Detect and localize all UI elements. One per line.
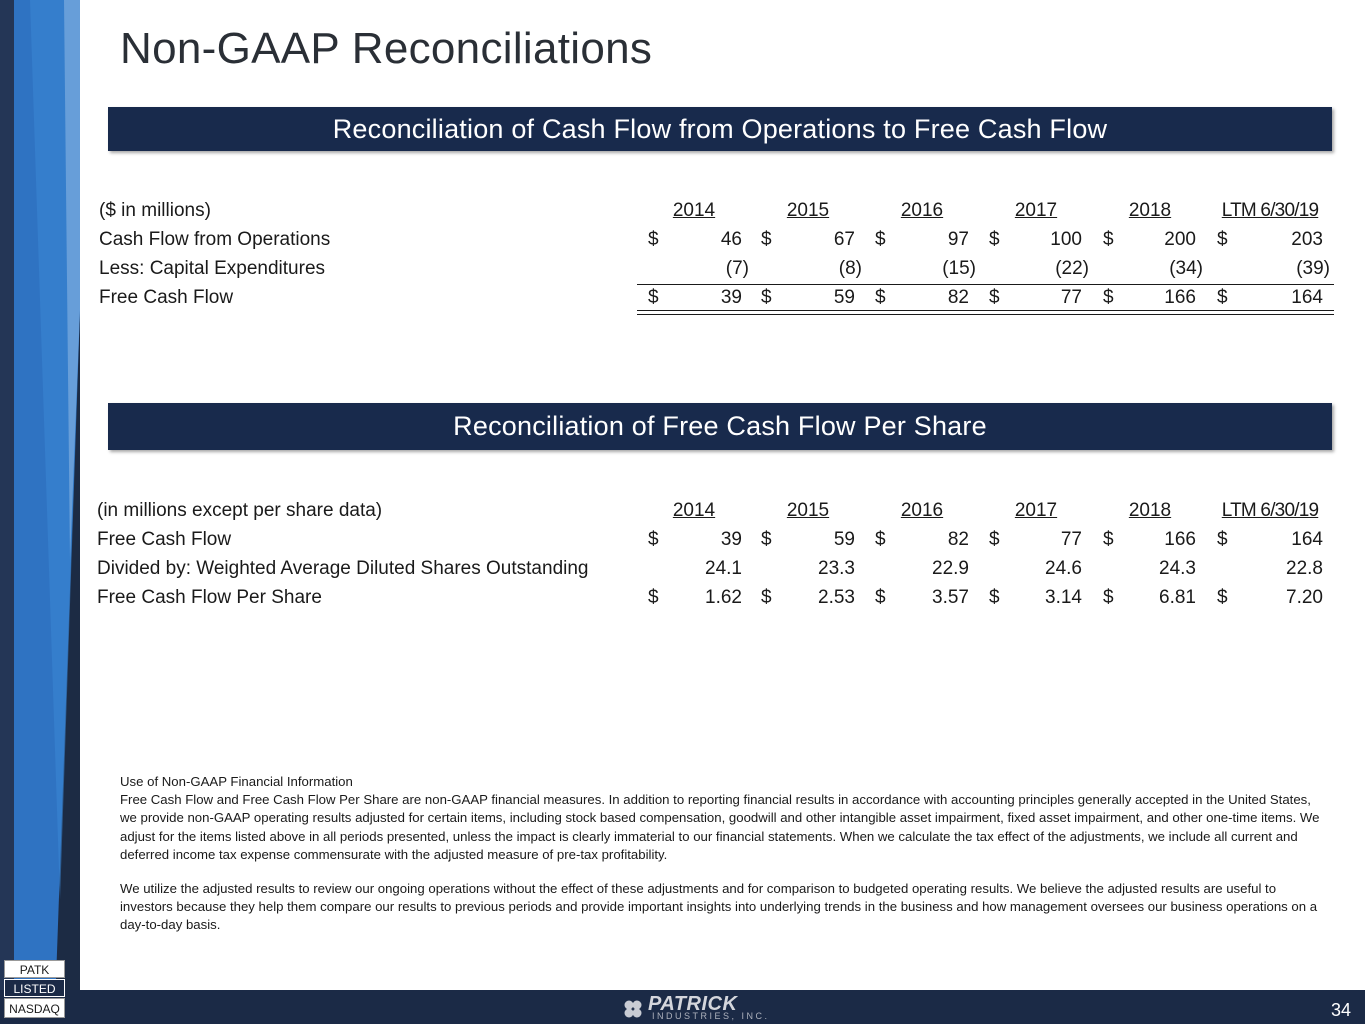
cell-value: 77	[1060, 529, 1082, 550]
cell-value: (39)	[1296, 258, 1330, 279]
section-banner-free-cash-flow-per-share: Reconciliation of Free Cash Flow Per Share	[108, 403, 1332, 450]
cell-value: 100	[1050, 229, 1082, 250]
currency-symbol: $	[761, 229, 772, 250]
currency-symbol: $	[1217, 229, 1228, 250]
cell-value: (22)	[1055, 258, 1089, 279]
currency-symbol: $	[989, 287, 1000, 308]
currency-symbol: $	[648, 529, 659, 550]
currency-symbol: $	[875, 287, 886, 308]
left-decorative-band	[0, 0, 80, 1024]
cell-value: 166	[1164, 529, 1196, 550]
cell-value: 2.53	[818, 587, 855, 608]
column-header: 2014	[672, 200, 716, 221]
currency-symbol: $	[1103, 229, 1114, 250]
cell-value: 164	[1291, 287, 1323, 308]
cell-value: 7.20	[1286, 587, 1323, 608]
non-gaap-note	[120, 773, 1320, 951]
cell-value: 3.14	[1045, 587, 1082, 608]
cell-value: 1.62	[705, 587, 742, 608]
currency-symbol: $	[761, 587, 772, 608]
column-header: LTM 6/30/19	[1221, 500, 1319, 521]
column-header: 2016	[900, 200, 944, 221]
column-header: LTM 6/30/19	[1221, 200, 1319, 221]
page-title: Non-GAAP Reconciliations	[120, 24, 653, 73]
column-header: 2017	[1014, 500, 1058, 521]
cell-value: 77	[1060, 287, 1082, 308]
currency-symbol: $	[1217, 287, 1228, 308]
cell-value: 166	[1164, 287, 1196, 308]
cell-value: 200	[1164, 229, 1196, 250]
currency-symbol: $	[648, 287, 659, 308]
row-label: Cash Flow from Operations	[99, 229, 331, 250]
cell-value: 6.81	[1159, 587, 1196, 608]
cell-value: 22.9	[932, 558, 969, 579]
cell-value: 97	[947, 229, 969, 250]
patrick-logo-mark-icon	[622, 998, 644, 1020]
note-paragraph-1: Free Cash Flow and Free Cash Flow Per Share are non-GAAP financial measures. In addition to reporting financial results in accordance with accounting principles generally accepted in the United States, we provide non-GAAP operating results adjusted for certain items, including stock based compensation, goodwill and other intangible asset impairment, fixed asset impairment, and other one-time items. We adjust for the items listed above in all periods presented, unless the impact is clearly immaterial to our financial statements. When we calculate the tax effect of the adjustments, we include all current and deferred income tax expense commensurate with the adjusted measure of pre-tax profitability.	[120, 792, 1320, 862]
cell-value: (34)	[1169, 258, 1203, 279]
table-unit-label: ($ in millions)	[99, 200, 211, 221]
cell-value: 82	[947, 529, 969, 550]
currency-symbol: $	[989, 529, 1000, 550]
column-header: 2017	[1014, 200, 1058, 221]
currency-symbol: $	[1103, 587, 1114, 608]
currency-symbol: $	[648, 587, 659, 608]
currency-symbol: $	[761, 287, 772, 308]
currency-symbol: $	[1103, 287, 1114, 308]
cell-value: 39	[720, 529, 742, 550]
table-rule	[637, 310, 1334, 311]
table-unit-label: (in millions except per share data)	[97, 500, 383, 521]
logo-subtitle: INDUSTRIES, INC.	[652, 1011, 770, 1021]
logo-name: PATRICK	[648, 993, 738, 1015]
column-header: 2015	[786, 200, 830, 221]
row-label: Free Cash Flow	[97, 529, 232, 550]
cell-value: 203	[1291, 229, 1323, 250]
patrick-logo	[622, 995, 772, 1021]
row-label: Divided by: Weighted Average Diluted Shares Outstanding	[97, 558, 589, 579]
cell-value: 82	[947, 287, 969, 308]
note-heading: Use of Non-GAAP Financial Information	[120, 774, 353, 789]
row-label: Free Cash Flow	[99, 287, 234, 308]
page-number: 34	[1330, 1000, 1351, 1020]
cell-value: 22.8	[1286, 558, 1323, 579]
cell-value: 67	[833, 229, 855, 250]
section-banner-free-cash-flow: Reconciliation of Cash Flow from Operations to Free Cash Flow	[108, 107, 1332, 151]
column-header: 2014	[672, 500, 716, 521]
column-header: 2015	[786, 500, 830, 521]
currency-symbol: $	[875, 229, 886, 250]
ticker-symbol: PATK	[4, 960, 65, 978]
currency-symbol: $	[761, 529, 772, 550]
currency-symbol: $	[1103, 529, 1114, 550]
currency-symbol: $	[1217, 587, 1228, 608]
column-header: 2018	[1128, 500, 1172, 521]
currency-symbol: $	[989, 587, 1000, 608]
currency-symbol: $	[989, 229, 1000, 250]
cell-value: (7)	[725, 258, 749, 279]
table-rule	[637, 314, 1334, 315]
currency-symbol: $	[875, 587, 886, 608]
currency-symbol: $	[875, 529, 886, 550]
cell-value: 46	[720, 229, 742, 250]
cell-value: 3.57	[932, 587, 969, 608]
cell-value: 24.1	[705, 558, 742, 579]
listed-label: LISTED	[4, 979, 65, 997]
row-label: Free Cash Flow Per Share	[97, 587, 322, 608]
cell-value: 164	[1291, 529, 1323, 550]
note-paragraph-2: We utilize the adjusted results to review our ongoing operations without the effect of these adjustments and for comparison to budgeted operating results. We believe the adjusted results are useful to investors because they help them compare our results to previous periods and provide important insights into underlying trends in the business and how management oversees our business operations on a day-to-day basis.	[120, 881, 1318, 933]
exchange-label: NASDAQ	[4, 998, 65, 1018]
table-rule	[637, 284, 1334, 285]
cell-value: 24.6	[1045, 558, 1082, 579]
row-label: Less: Capital Expenditures	[99, 258, 326, 279]
column-header: 2018	[1128, 200, 1172, 221]
cell-value: 59	[833, 529, 855, 550]
cell-value: (8)	[838, 258, 862, 279]
column-header: 2016	[900, 500, 944, 521]
currency-symbol: $	[648, 229, 659, 250]
cell-value: 39	[720, 287, 742, 308]
currency-symbol: $	[1217, 529, 1228, 550]
cell-value: 24.3	[1159, 558, 1196, 579]
cell-value: 59	[833, 287, 855, 308]
nasdaq-listing-badge	[0, 956, 69, 1024]
cell-value: (15)	[942, 258, 976, 279]
cell-value: 23.3	[818, 558, 855, 579]
